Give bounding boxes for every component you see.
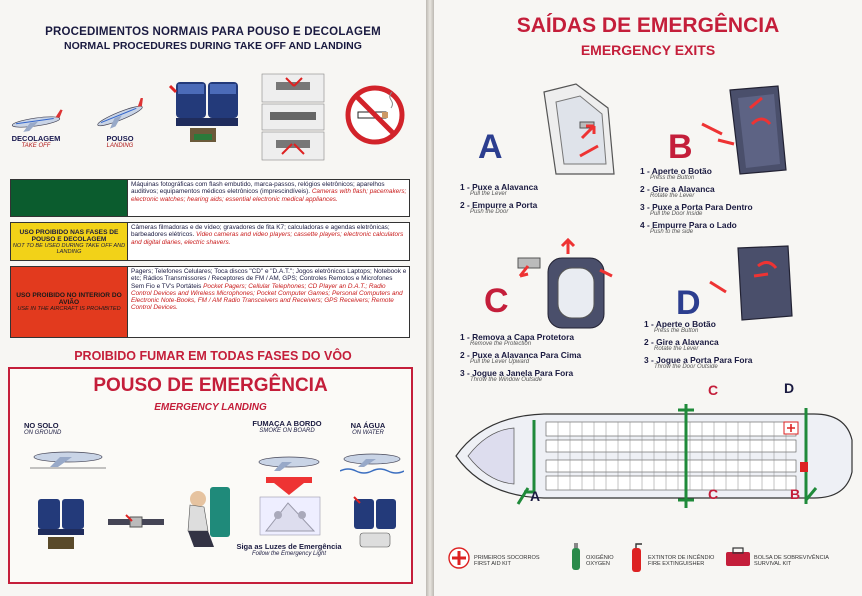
life-vest-illustration — [350, 495, 400, 551]
brace-seat-illustration — [32, 495, 92, 551]
emergency-landing-title: POUSO DE EMERGÊNCIA — [93, 375, 328, 396]
survival-kit-icon — [724, 546, 752, 568]
exit-d-door-illustration — [708, 244, 808, 322]
oxygen-bottle-icon — [570, 542, 582, 572]
exit-c-steps — [460, 333, 581, 387]
ground-landing-plane-icon — [28, 441, 108, 471]
on-water-caption: NA ÁGUA ON WATER — [350, 421, 386, 436]
seatbelt-illustration — [258, 72, 330, 164]
restriction-color-bar — [11, 180, 128, 216]
exit-d-step-3: 3 - Jogue a Porta Para Fora Throw the Door Outside — [644, 355, 753, 370]
exit-c-step-1: 1 - Remova a Capa Protetora Remove the Protection — [460, 332, 575, 347]
legend-fire-extinguisher: EXTINTOR DE INCÊNDIO FIRE EXTINGUISHER — [648, 555, 715, 567]
seat-upright-illustration — [168, 78, 252, 150]
emergency-landing-subtitle: EMERGENCY LANDING — [154, 402, 267, 413]
emergency-landing-box — [8, 367, 413, 584]
emergency-exits-title: SAÍDAS DE EMERGÊNCIA — [516, 14, 780, 37]
seatmap-exit-b: B — [790, 486, 801, 502]
exit-a-steps — [460, 183, 538, 219]
prohibited-devices-text: Pagers; Telefones Celulares; Toca discos "CD" e "D.A.T."; Jogos eletrônicos Laptops; Notebook e etc; Rádios Transmissores / Receptores de FM / AM, GPS; Controles Remotos e Microfones Sem Fio e TV's Portáteis Pocket Pagers; Cellular Telephones; CD Player an D.A.T.; Radio Control Devices and Wireless Microphones; Pocket Computer Games; Personal Computers and Electronic Note-Books, FM / AM Radio Transceivers and Receivers; GPS Receivers; Remote Control Devices. — [131, 268, 407, 312]
legend-survival-kit: BOLSA DE SOBREVIVÊNCIA SURVIVAL KIT — [754, 555, 829, 567]
exit-c-window-illustration — [516, 236, 616, 336]
no-smoking-notice: PROIBIDO FUMAR EM TODAS FASES DO VÔO — [74, 349, 352, 363]
exit-c-letter: C — [484, 282, 509, 320]
landing-plane-icon — [90, 98, 150, 132]
smoke-plane-icon — [254, 447, 324, 477]
water-landing-plane-icon — [340, 445, 404, 477]
brace-position-illustration — [174, 481, 234, 553]
exit-b-steps — [640, 167, 753, 239]
normal-procedures-title: PROCEDIMENTOS NORMAIS PARA POUSO E DECOLAGEM — [45, 26, 381, 38]
left-page — [0, 0, 426, 596]
emergency-lights-caption: Siga as Luzes de Emergência Follow the Emergency Light — [236, 542, 342, 557]
exit-d-steps — [644, 320, 752, 374]
emergency-light-path-illustration — [258, 495, 322, 537]
seatbelt-buckle-icon — [106, 511, 166, 533]
exit-c-step-2: 2 - Puxe a Alavanca Para Cima Pull the Lever Upward — [460, 350, 582, 365]
exit-a-letter: A — [478, 128, 503, 166]
exit-a-door-illustration — [536, 78, 622, 182]
exit-b-step-3: 3 - Puxe a Porta Para Dentro Pull the Door Inside — [640, 202, 753, 217]
legend-first-aid: PRIMEIROS SOCORROS FIRST AID KIT — [474, 555, 540, 567]
exit-d-step-2: 2 - Gire a Alavanca Rotate the Lever — [644, 337, 719, 352]
page-fold — [426, 0, 434, 596]
exit-b-door-illustration — [700, 84, 810, 176]
on-ground-caption: NO SOLO ON GROUND — [24, 421, 62, 436]
normal-procedures-subtitle: NORMAL PROCEDURES DURING TAKE OFF AND LANDING — [64, 40, 362, 52]
seatmap-exit-d: D — [784, 380, 795, 396]
restriction-label-takeoff: USO PROIBIDO NAS FASES DE POUSO E DECOLAGEM NOT TO BE USED DURING TAKE OFF AND LANDING — [11, 223, 128, 260]
exit-b-step-4: 4 - Empurre Para o Lado Push to the side — [640, 220, 737, 235]
exit-a-step-2: 2 - Empurre a Porta Push the Door — [460, 200, 538, 215]
exit-a-step-1: 1 - Puxe a Alavanca Pull the Lever — [460, 182, 538, 197]
restricted-takeoff-row — [10, 222, 410, 261]
right-page — [434, 0, 862, 596]
exit-d-letter: D — [676, 284, 701, 322]
emergency-exits-subtitle: EMERGENCY EXITS — [580, 42, 716, 58]
allowed-devices-text: Máquinas fotográficas com flash embutido, marca-passos, relógios eletrônicos; aparelhos auditivos; equipamentos médicos eletrônicos (imprescindíveis). Cameras with flash; pacemakers; electronic watches; hearing aids; essential electronic medical appliances. — [131, 181, 407, 203]
seatmap-exit-a: A — [530, 488, 541, 504]
first-aid-icon — [448, 547, 470, 569]
smoke-on-board-caption: FUMAÇA A BORDO SMOKE ON BOARD — [252, 419, 322, 434]
allowed-devices-row — [10, 179, 410, 217]
exit-d-step-1: 1 - Aperte o Botão Press the Button — [644, 319, 716, 334]
takeoff-caption: DECOLAGEM TAKE OFF — [11, 134, 61, 149]
exit-b-step-2: 2 - Gire a Alavanca Rotate the Lever — [640, 184, 715, 199]
landing-caption: POUSO LANDING — [106, 134, 134, 149]
arrow-down-icon — [264, 475, 314, 497]
restriction-label-prohibited: USO PROIBIDO NO INTERIOR DO AVIÃO USE IN THE AIRCRAFT IS PROHIBITED — [11, 267, 128, 337]
restricted-takeoff-text: Câmeras filmadoras e de vídeo; gravadores de fita K7; calculadoras e agendas eletrônicas; barbeadores elétricos. Video cameras and video players; cassette players; electronic calculators and digital diaries, electric shavers. — [131, 224, 404, 246]
exit-c-step-3: 3 - Jogue a Janela Para Fora Throw the Window Outside — [460, 368, 574, 383]
exit-b-letter: B — [668, 128, 693, 166]
no-smoking-icon — [344, 84, 406, 146]
takeoff-plane-icon — [6, 108, 66, 134]
fire-extinguisher-icon — [630, 542, 644, 574]
exit-b-step-1: 1 - Aperte o Botão Press the Button — [640, 166, 712, 181]
legend-oxygen: OXIGÊNIO OXYGEN — [586, 555, 614, 567]
seatmap-exit-c-top: C — [708, 382, 719, 398]
seatmap-exit-c-bottom: C — [708, 486, 719, 502]
prohibited-devices-row — [10, 266, 410, 338]
